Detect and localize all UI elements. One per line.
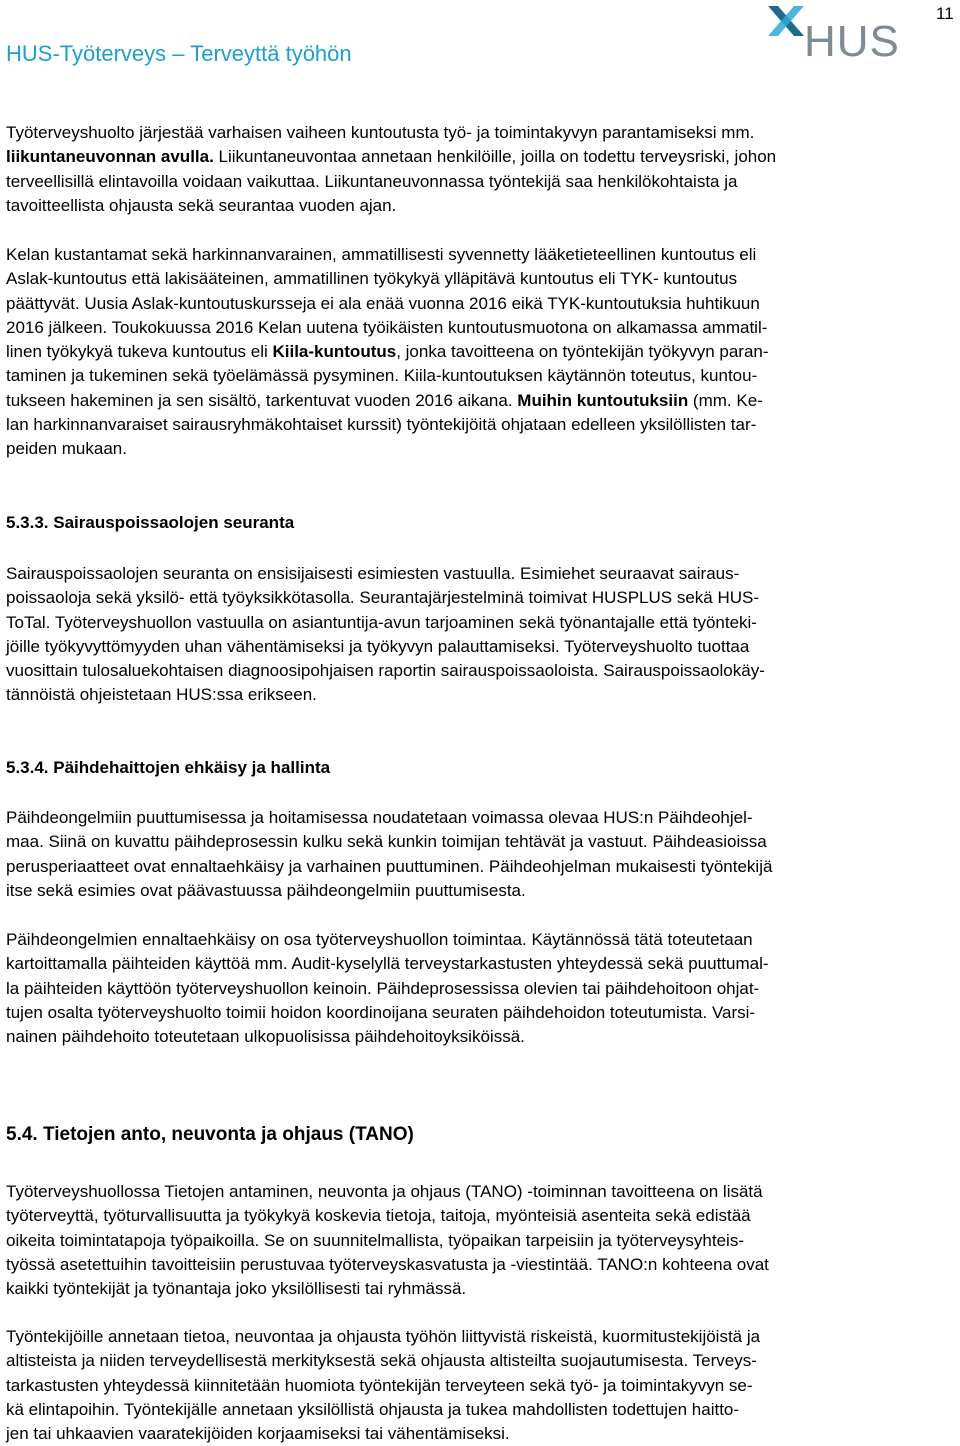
text-line: Päihdeongelmiin puuttumisessa ja hoitamisessa noudatetaan voimassa olevaa HUS:n Päihdeohjel- (6, 808, 753, 827)
paragraph-tano-employees (6, 1325, 956, 1446)
text-line: tännöistä ohjeistetaan HUS:ssa erikseen. (6, 685, 317, 705)
text-line: Päihdeongelmien ennaltaehkäisy on osa työterveyshuollon toimintaa. Käytännössä tätä toteutetaan (6, 930, 753, 949)
text-line: Työterveyshuollossa Tietojen antaminen, neuvonta ja ohjaus (TANO) -toiminnan tavoitteena on lisätä (6, 1182, 763, 1201)
text-span: (mm. Ke- (688, 390, 763, 410)
text-line: peiden mukaan. (6, 439, 127, 459)
bold-term: Kiila-kuntoutus (272, 342, 397, 362)
text-line: poissaoloja sekä yksilö- että työyksikkötasolla. Seurantajärjestelminä toimivat HUSPLUS sekä HUS- (6, 588, 760, 608)
paragraph-sick-leave-monitoring (6, 562, 956, 708)
paragraph-kela-rehabilitation (6, 243, 956, 462)
text-line: työssä asetettuihin tavoitteisiin perustuvaa työterveyskasvatusta ja -viestintää. TANO:n kohteena ovat (6, 1254, 769, 1274)
text-line: tavoitteellista ohjausta sekä seurantaa vuoden ajan. (6, 195, 397, 215)
text-line: jen tai uhkaavien vaaratekijöiden korjaamiseksi tai vähentämiseksi. (6, 1424, 510, 1444)
text-line: Työntekijöille annetaan tietoa, neuvontaa ja ohjausta työhön liittyvistä riskeistä, kuormitustekijöistä ja (6, 1327, 761, 1346)
paragraph-substance-program (6, 806, 956, 903)
logo-text: HUS (804, 17, 900, 66)
text-span: tukseen hakeminen ja sen sisältö, tarkentuvat vuoden 2016 aikana. (6, 390, 518, 410)
text-line: itse sekä esimies ovat päävastuussa päihdeongelmiin puuttumisesta. (6, 880, 526, 900)
text-line: työterveyttä, työturvallisuutta ja työkykyä koskevia tietoja, taitoja, myönteisiä asenteita sekä edistää (6, 1206, 751, 1226)
text-line: vuosittain tulosaluekohtaisen diagnoosipohjaisen raportin sairauspoissaoloista. Sairauspoissaolokäy- (6, 661, 765, 681)
text-line: ToTal. Työterveyshuollon vastuulla on asiantuntija-avun tarjoaminen sekä työnantajalle että työnteki- (6, 612, 757, 632)
paragraph-rehabilitation-intro (6, 121, 956, 218)
hus-logo (764, 2, 932, 66)
bold-term: liikuntaneuvonnan avulla. (6, 147, 214, 167)
text-line: kartoittamalla päihteiden käyttöä mm. Audit-kyselyllä terveystarkastusten yhteydessä sekä puuttumal- (6, 954, 769, 974)
text-line: Sairauspoissaolojen seuranta on ensisijaisesti esimiesten vastuulla. Esimiehet seuraavat sairaus- (6, 564, 740, 583)
text-line: 2016 jälkeen. Toukokuussa 2016 Kelan uutena työikäisten kuntoutusmuotona on alkamassa ammatil- (6, 317, 768, 337)
text-line: lan harkinnanvaraiset sairausryhmäkohtaiset kurssit) työntekijöitä ohjataan edelleen yksilöllisten tar- (6, 415, 757, 435)
header-title: HUS-Työterveys – Terveyttä työhön (6, 41, 352, 66)
text-line (6, 340, 956, 364)
text-line: la päihteiden käyttöön työterveyshuollon keinoin. Päihdeprosessissa olevien tai päihdehoitoon ohjat- (6, 978, 760, 998)
text-line (6, 145, 956, 169)
text-span: , jonka tavoitteena on työntekijän työkyvyn paran- (396, 342, 769, 362)
paragraph-substance-prevention (6, 928, 956, 1049)
section-heading-5-3-3: 5.3.3. Sairauspoissaolojen seuranta (6, 513, 295, 532)
text-line: päättyvät. Uusia Aslak-kuntoutuskursseja ei ala enää vuonna 2016 eikä TYK-kuntoutuksia huhtikuun (6, 293, 760, 313)
page-number: 11 (936, 4, 954, 23)
text-line: jöille työkyvyttömyyden uhan vähentämiseksi ja työkyvyn palauttamiseksi. Työterveyshuolto tuottaa (6, 636, 750, 656)
text-line: Aslak-kuntoutus että lakisääteinen, ammatillinen työkykyä ylläpitävä kuntoutus eli TYK- kuntoutus (6, 269, 738, 289)
text-line: kaikki työntekijät ja työnantaja joko yksilöllisesti tai ryhmässä. (6, 1279, 467, 1299)
section-heading-5-4: 5.4. Tietojen anto, neuvonta ja ohjaus (TANO) (6, 1124, 414, 1145)
text-line: tarkastusten yhteydessä kiinnitetään huomiota työntekijän terveyteen sekä työ- ja toimintakyvyn se- (6, 1375, 753, 1395)
text-span: linen työkykyä tukeva kuntoutus eli (6, 342, 273, 362)
text-line: Kelan kustantamat sekä harkinnanvarainen, ammatillisesti syvennetty lääketieteellinen kuntoutus eli (6, 245, 757, 264)
text-line: taminen ja tukeminen sekä työelämässä pysyminen. Kiila-kuntoutuksen käytännön toteutus, kuntou- (6, 366, 758, 386)
hus-x-mark-icon (764, 6, 808, 50)
text-line: Työterveyshuolto järjestää varhaisen vaiheen kuntoutusta työ- ja toimintakyvyn parantamiseksi mm. (6, 123, 755, 142)
text-line: terveellisillä elintavoilla voidaan vaikuttaa. Liikuntaneuvonnassa työntekijä saa henkilökohtaista ja (6, 171, 738, 191)
section-heading-5-3-4: 5.3.4. Päihdehaittojen ehkäisy ja hallinta (6, 758, 331, 777)
bold-term: Muihin kuntoutuksiin (517, 390, 689, 410)
text-line: nainen päihdehoito toteutetaan ulkopuolisissa päihdehoitoyksiköissä. (6, 1027, 525, 1047)
paragraph-tano-intro (6, 1180, 956, 1301)
text-span: Liikuntaneuvontaa annetaan henkilöille, joilla on todettu terveysriski, johon (213, 147, 777, 167)
text-line: perusperiaatteet ovat ennaltaehkäisy ja varhainen puuttuminen. Päihdeohjelman mukaisesti työntekijä (6, 856, 773, 876)
text-line: tujen osalta työterveyshuolto toimii hoidon koordinoijana seuraten päihdehoidon toteutumista. Varsi- (6, 1002, 756, 1022)
text-line (6, 389, 956, 413)
text-line: altisteista ja niiden terveydellisestä merkityksestä sekä ohjausta altisteilta suojautumisesta. Terveys- (6, 1351, 757, 1371)
text-line: oikeita toimintatapoja työpaikoilla. Se on suunnitelmallista, työpaikan tarpeisiin ja työterveysyhteis- (6, 1230, 744, 1250)
text-line: maa. Siinä on kuvattu päihdeprosessin kulku sekä kunkin toimijan tehtävät ja vastuut. Päihdeasioissa (6, 832, 767, 852)
text-line: kä elintapoihin. Työntekijälle annetaan yksilöllistä ohjausta ja tukea mahdollisten todettujen haitto- (6, 1399, 740, 1419)
